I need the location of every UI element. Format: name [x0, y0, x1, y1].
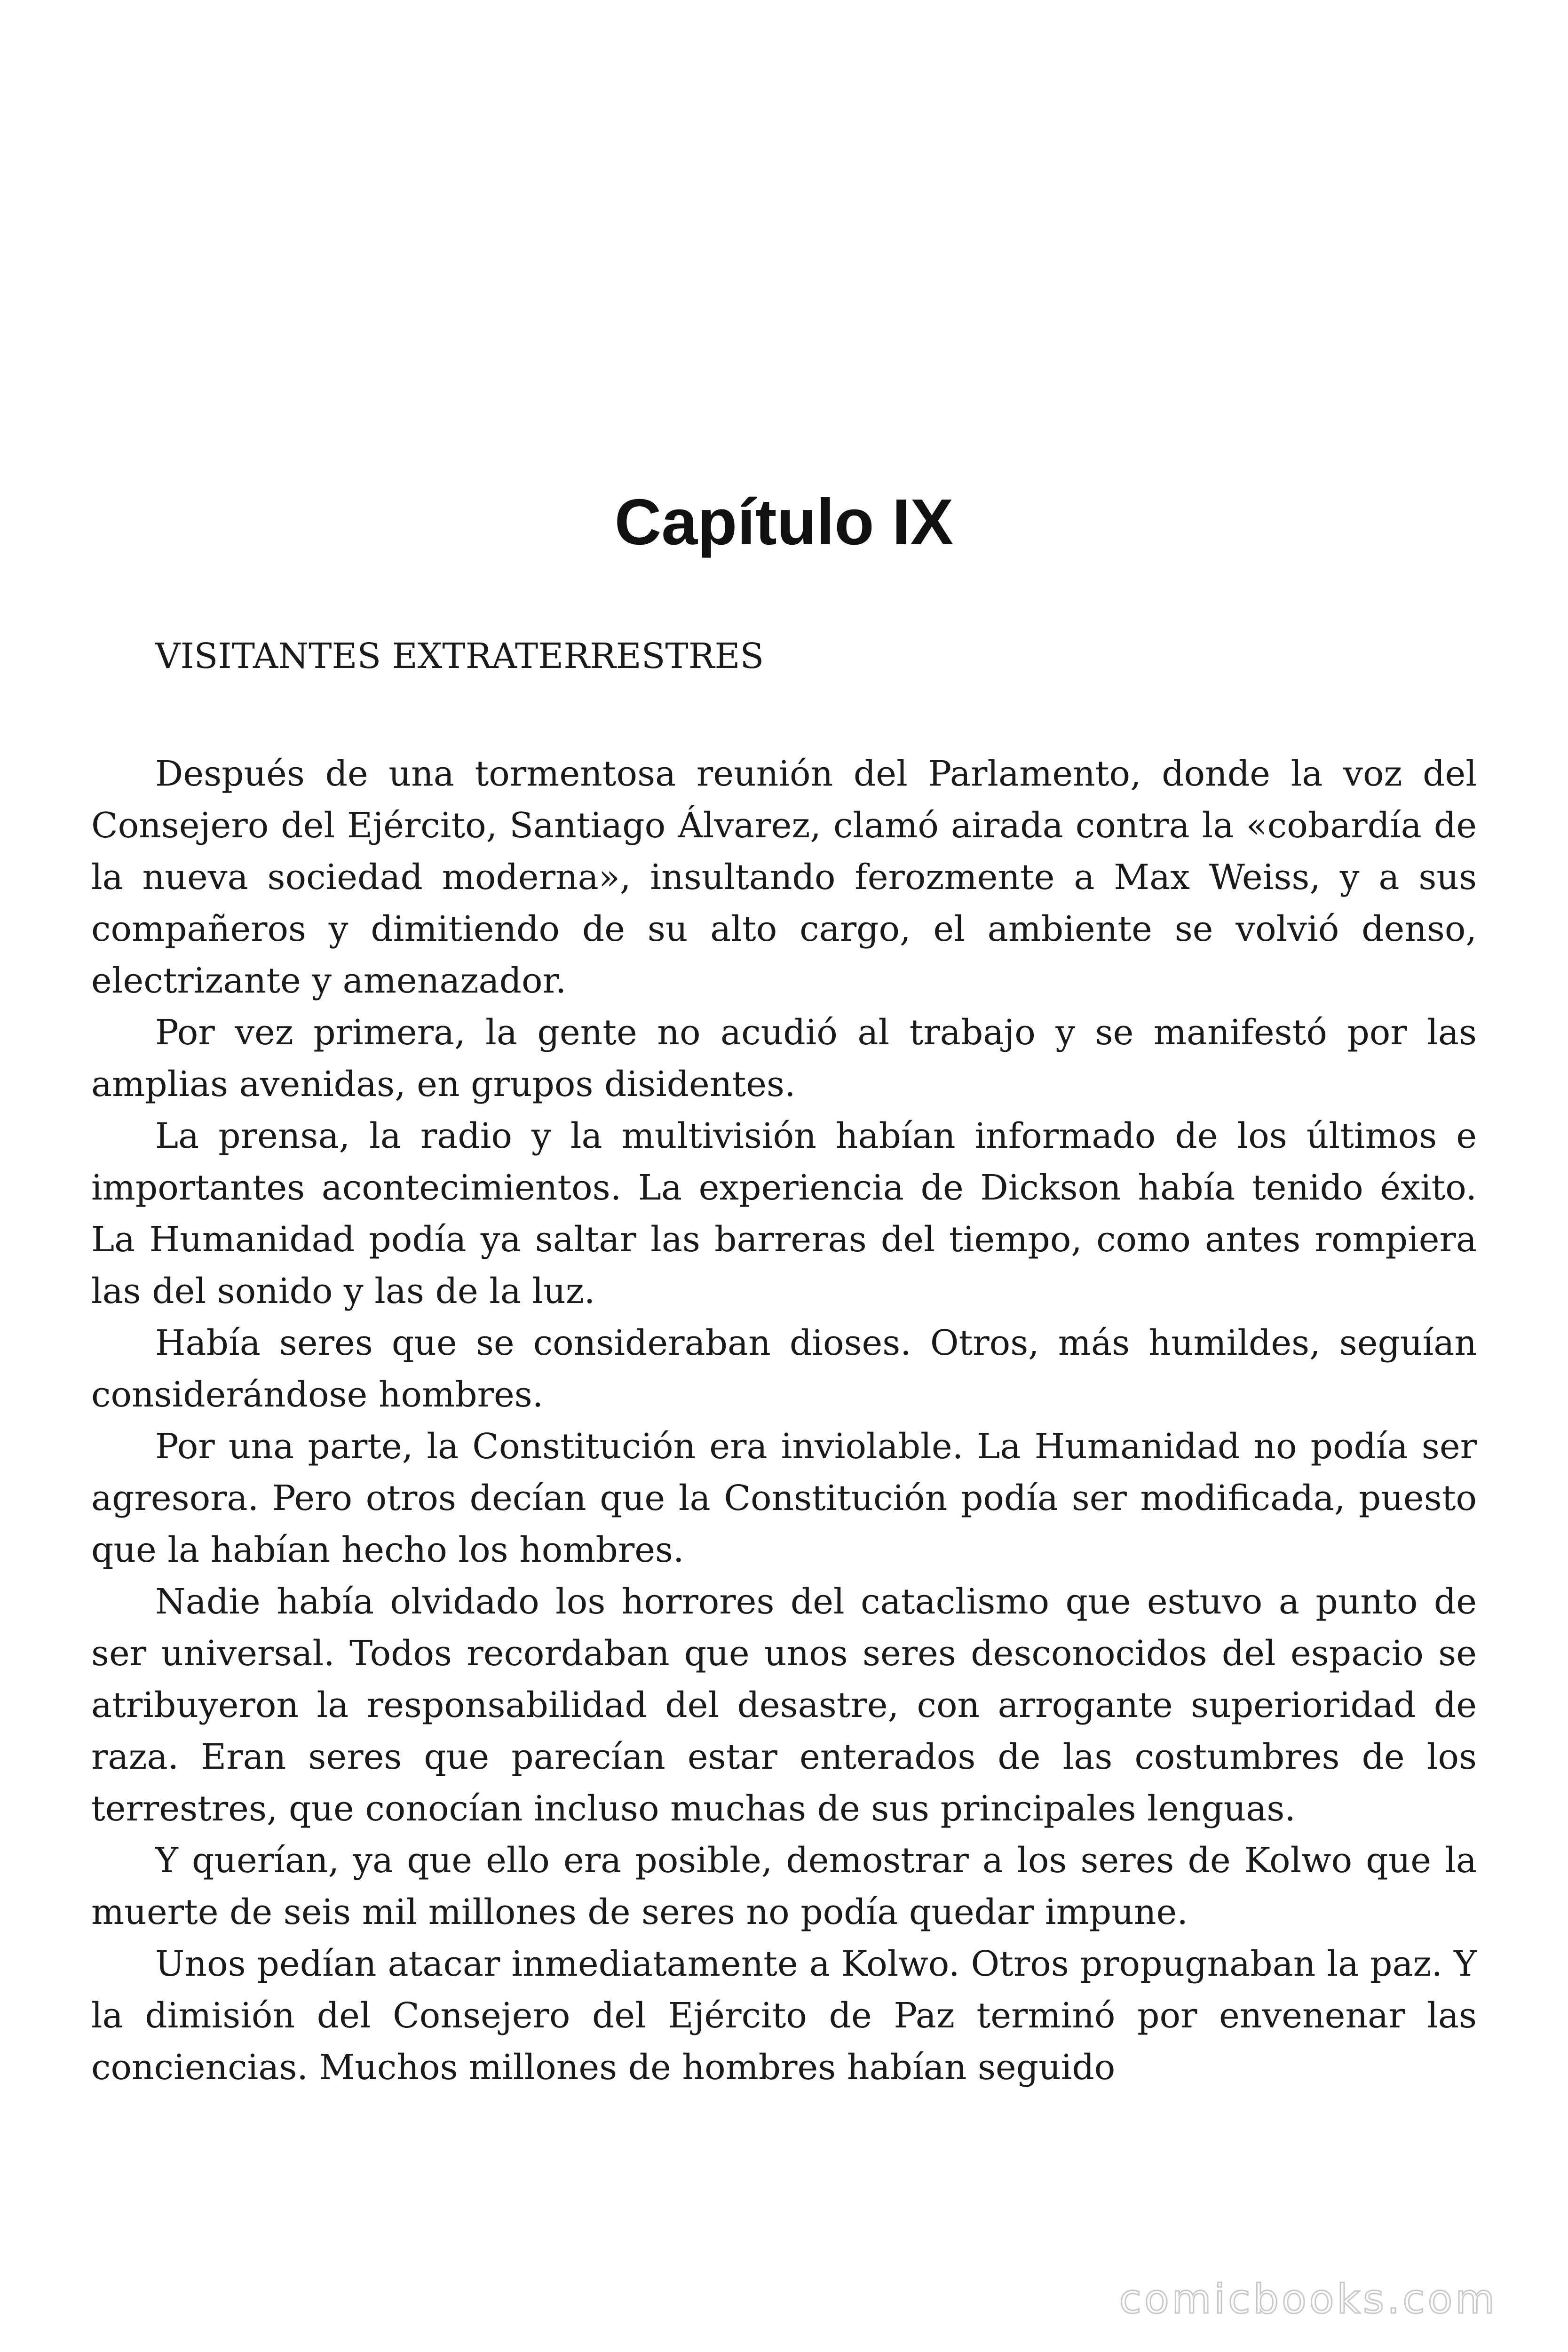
paragraph: Después de una tormentosa reunión del Parlamento, donde la voz del Consejero del Ejército, Santiago Álvarez, clamó airada contra la «cobardía de la nueva sociedad moderna», insultando ferozmente a Max Weiss, y a sus compañeros y dimitiendo de su alto cargo, el ambiente se volvió denso, electrizante y amenazador. [91, 754, 1477, 1001]
paragraph: La prensa, la radio y la multivisión habían informado de los últimos e importantes acontecimientos. La experiencia de Dickson había tenido éxito. La Humanidad podía ya saltar las barreras del tiempo, como antes rompiera las del sonido y las de la luz. [91, 1116, 1477, 1311]
paragraph: Por una parte, la Constitución era inviolable. La Humanidad no podía ser agresora. Pero otros decían que la Constitución podía ser modificada, puesto que la habían hecho los hombres. [91, 1426, 1477, 1570]
paragraph: Y querían, ya que ello era posible, demostrar a los seres de Kolwo que la muerte de seis mil millones de seres no podía quedar impune. [91, 1840, 1477, 1932]
chapter-body [91, 748, 1477, 2093]
watermark: comicbooks.com [1119, 2276, 1497, 2323]
chapter-subtitle: VISITANTES EXTRATERRESTRES [155, 636, 764, 676]
paragraph: Unos pedían atacar inmediatamente a Kolwo. Otros propugnaban la paz. Y la dimisión del Consejero del Ejército de Paz terminó por envenenar las conciencias. Muchos millones de hombres habían seguido [91, 1944, 1477, 2088]
paragraph: Por vez primera, la gente no acudió al trabajo y se manifestó por las amplias avenidas, en grupos disidentes. [91, 1012, 1477, 1104]
paragraph: Había seres que se consideraban dioses. Otros, más humildes, seguían considerándose hombres. [91, 1323, 1477, 1415]
chapter-title: Capítulo IX [614, 486, 954, 558]
paragraph: Nadie había olvidado los horrores del cataclismo que estuvo a punto de ser universal. Todos recordaban que unos seres desconocidos del espacio se atribuyeron la responsabilidad del desastre, con arrogante superioridad de raza. Eran seres que parecían estar enterados de las costumbres de los terrestres, que conocían incluso muchas de sus principales lenguas. [91, 1581, 1477, 1829]
